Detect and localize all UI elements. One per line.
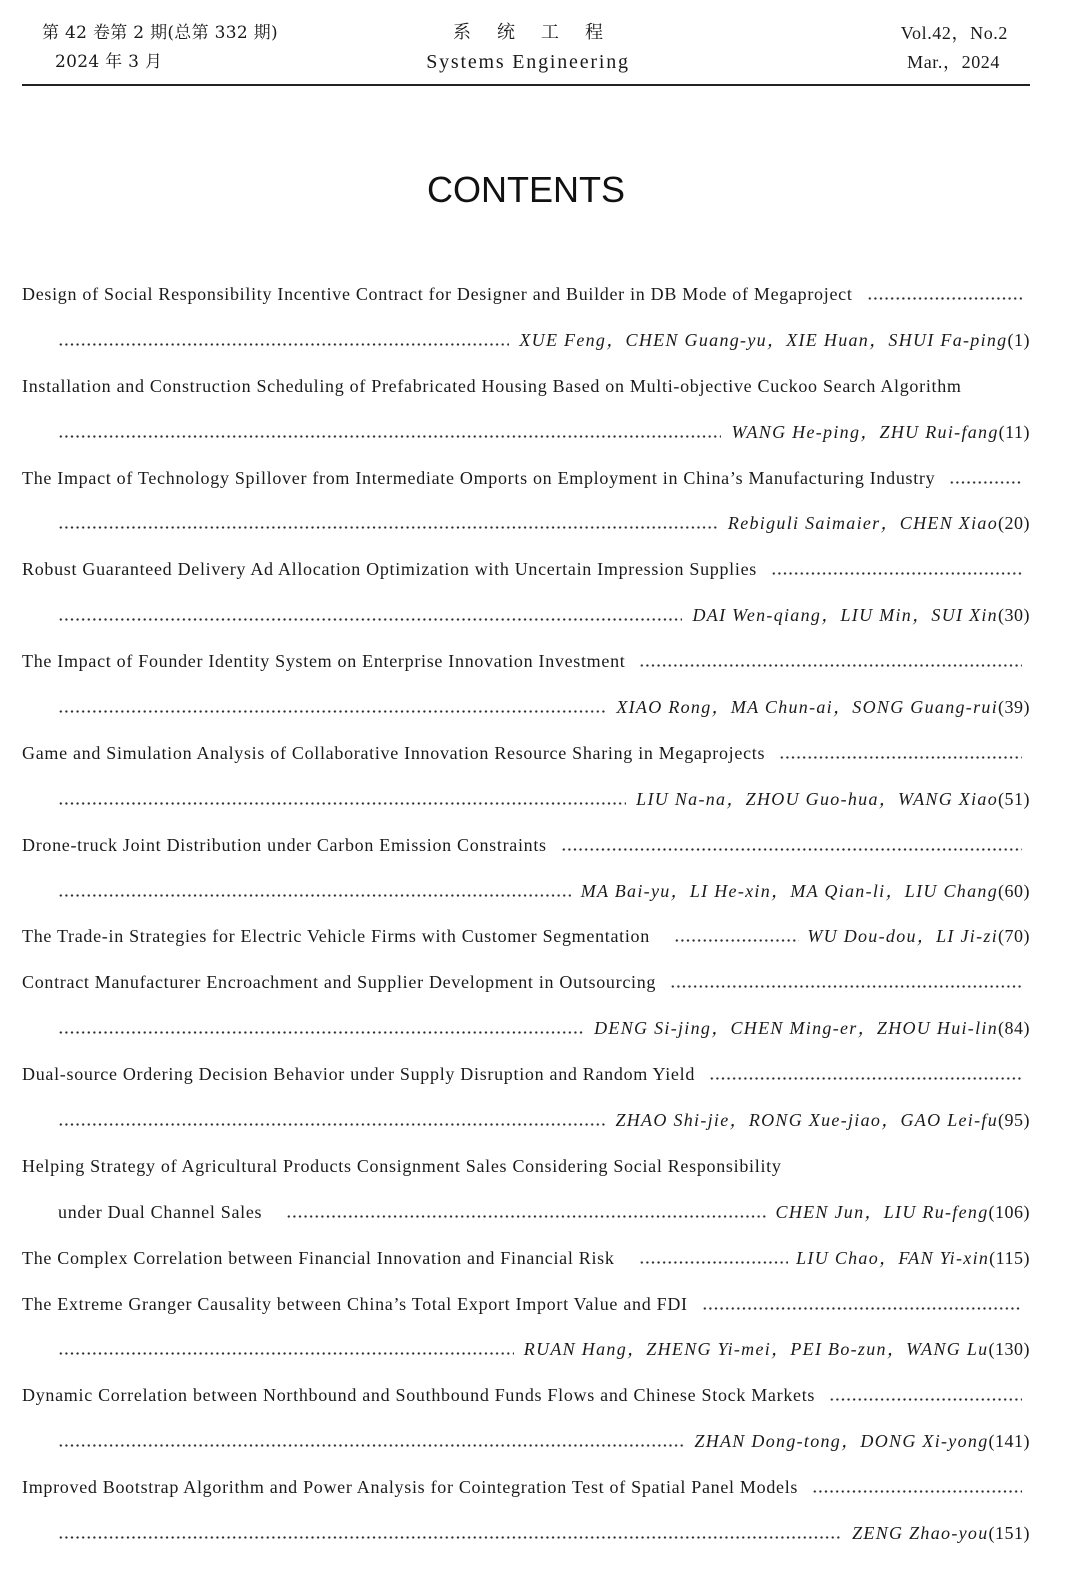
entry-title: The Extreme Granger Causality between China’s Total Export Import Value and FDI bbox=[22, 1293, 688, 1314]
dot-leader bbox=[702, 1281, 1022, 1327]
header-rule bbox=[22, 84, 1030, 86]
entry-authors: XUE Feng，CHEN Guang-yu，XIE Huan，SHUI Fa-ping bbox=[519, 329, 1008, 350]
toc-entry bbox=[22, 913, 1030, 959]
entry-page-number: (115) bbox=[989, 1247, 1030, 1268]
dot-leader bbox=[639, 1235, 789, 1281]
entry-title: The Impact of Founder Identity System on Enterprise Innovation Investment bbox=[22, 651, 626, 672]
dot-leader bbox=[58, 868, 571, 914]
table-of-contents bbox=[22, 271, 1030, 1556]
entry-page-number: (30) bbox=[998, 605, 1030, 626]
toc-entry bbox=[22, 730, 1030, 822]
toc-entry bbox=[22, 1235, 1030, 1281]
dot-leader bbox=[58, 1510, 842, 1556]
dot-leader bbox=[829, 1372, 1022, 1418]
publication-date: Mar.，2024 bbox=[907, 52, 1000, 72]
dot-leader bbox=[58, 409, 721, 455]
toc-entry bbox=[22, 1051, 1030, 1143]
entry-title: Game and Simulation Analysis of Collaborative Innovation Resource Sharing in Megaprojects bbox=[22, 742, 766, 763]
entry-title: Dual-source Ordering Decision Behavior under Supply Disruption and Random Yield bbox=[22, 1064, 696, 1085]
entry-title: Robust Guaranteed Delivery Ad Allocation Optimization with Uncertain Impression Supplies bbox=[22, 559, 757, 580]
dot-leader bbox=[561, 822, 1022, 868]
entry-title: Drone-truck Joint Distribution under Carbon Emission Constraints bbox=[22, 834, 547, 855]
dot-leader bbox=[58, 500, 718, 546]
toc-entry bbox=[22, 1143, 1030, 1235]
issue-date-cn: 2024 年 3 月 bbox=[55, 52, 163, 72]
journal-title-en: Systems Engineering bbox=[426, 51, 630, 73]
dot-leader bbox=[639, 638, 1022, 684]
entry-page-number: (51) bbox=[998, 788, 1030, 809]
entry-authors: WU Dou-dou，LI Ji-zi bbox=[807, 926, 998, 947]
volume-number: Vol.42，No.2 bbox=[900, 23, 1008, 43]
entry-page-number: (141) bbox=[988, 1431, 1030, 1452]
dot-leader bbox=[58, 592, 682, 638]
toc-entry bbox=[22, 271, 1030, 363]
entry-authors: RUAN Hang，ZHENG Yi-mei，PEI Bo-zun，WANG Lu bbox=[523, 1339, 989, 1360]
entry-title: Installation and Construction Scheduling of Prefabricated Housing Based on Multi-objective Cuckoo Search Algorithm bbox=[22, 375, 962, 396]
toc-entry bbox=[22, 1372, 1030, 1464]
dot-leader bbox=[58, 317, 509, 363]
toc-entry bbox=[22, 959, 1030, 1051]
entry-authors: CHEN Jun，LIU Ru-feng bbox=[775, 1201, 989, 1222]
journal-title-cn: 系统工程 bbox=[453, 22, 629, 43]
entry-authors: Rebiguli Saimaier，CHEN Xiao bbox=[727, 513, 998, 534]
dot-leader bbox=[58, 776, 626, 822]
entry-page-number: (95) bbox=[998, 1109, 1030, 1130]
dot-leader bbox=[670, 959, 1022, 1005]
toc-entry bbox=[22, 638, 1030, 730]
dot-leader bbox=[58, 1418, 684, 1464]
entry-authors: MA Bai-yu，LI He-xin，MA Qian-li，LIU Chang bbox=[580, 880, 998, 901]
entry-title: The Complex Correlation between Financial Innovation and Financial Risk bbox=[22, 1247, 615, 1268]
entry-authors: ZENG Zhao-you bbox=[852, 1522, 989, 1543]
entry-authors: LIU Na-na，ZHOU Guo-hua，WANG Xiao bbox=[636, 788, 998, 809]
toc-entry bbox=[22, 1281, 1030, 1373]
entry-authors: DENG Si-jing，CHEN Ming-er，ZHOU Hui-lin bbox=[594, 1018, 998, 1039]
dot-leader bbox=[812, 1464, 1022, 1510]
issue-info: 第 42 卷第 2 期(总第 332 期) bbox=[42, 23, 278, 43]
dot-leader bbox=[58, 684, 606, 730]
entry-authors: ZHAN Dong-tong，DONG Xi-yong bbox=[694, 1431, 989, 1452]
entry-authors: DAI Wen-qiang，LIU Min，SUI Xin bbox=[692, 605, 998, 626]
entry-page-number: (20) bbox=[998, 513, 1030, 534]
entry-page-number: (130) bbox=[988, 1339, 1030, 1360]
dot-leader bbox=[949, 455, 1022, 501]
entry-title-continuation: under Dual Channel Sales bbox=[58, 1201, 263, 1222]
entry-page-number: (60) bbox=[998, 880, 1030, 901]
entry-title: The Trade-in Strategies for Electric Vehicle Firms with Customer Segmentation bbox=[22, 926, 650, 947]
page-title: CONTENTS bbox=[427, 169, 625, 210]
dot-leader bbox=[771, 546, 1022, 592]
dot-leader bbox=[709, 1051, 1022, 1097]
entry-page-number: (70) bbox=[998, 926, 1030, 947]
entry-authors: WANG He-ping，ZHU Rui-fang bbox=[731, 421, 999, 442]
entry-title: Design of Social Responsibility Incentive Contract for Designer and Builder in DB Mode of Megaproject bbox=[22, 283, 853, 304]
entry-title: Helping Strategy of Agricultural Products Consignment Sales Considering Social Responsibility bbox=[22, 1155, 782, 1176]
dot-leader bbox=[58, 1005, 584, 1051]
entry-page-number: (1) bbox=[1007, 329, 1030, 350]
entry-title: The Impact of Technology Spillover from Intermediate Omports on Employment in China’s Manufacturing Industry bbox=[22, 467, 936, 488]
entry-page-number: (151) bbox=[988, 1522, 1030, 1543]
dot-leader bbox=[867, 271, 1022, 317]
toc-entry bbox=[22, 822, 1030, 914]
dot-leader bbox=[58, 1097, 605, 1143]
dot-leader bbox=[286, 1189, 767, 1235]
dot-leader bbox=[674, 913, 799, 959]
toc-entry bbox=[22, 455, 1030, 547]
entry-title: Improved Bootstrap Algorithm and Power Analysis for Cointegration Test of Spatial Panel Models bbox=[22, 1477, 799, 1498]
entry-authors: LIU Chao，FAN Yi-xin bbox=[796, 1247, 990, 1268]
dot-leader bbox=[58, 1326, 514, 1372]
entry-authors: ZHAO Shi-jie，RONG Xue-jiao，GAO Lei-fu bbox=[615, 1109, 998, 1130]
entry-authors: XIAO Rong，MA Chun-ai，SONG Guang-rui bbox=[616, 696, 998, 717]
entry-title: Dynamic Correlation between Northbound and Southbound Funds Flows and Chinese Stock Markets bbox=[22, 1385, 816, 1406]
toc-entry bbox=[22, 1464, 1030, 1556]
entry-page-number: (84) bbox=[998, 1018, 1030, 1039]
entry-title: Contract Manufacturer Encroachment and Supplier Development in Outsourcing bbox=[22, 972, 657, 993]
toc-entry bbox=[22, 363, 1030, 455]
entry-page-number: (39) bbox=[998, 696, 1030, 717]
toc-entry bbox=[22, 546, 1030, 638]
dot-leader bbox=[779, 730, 1022, 776]
entry-page-number: (11) bbox=[998, 421, 1030, 442]
entry-page-number: (106) bbox=[988, 1201, 1030, 1222]
